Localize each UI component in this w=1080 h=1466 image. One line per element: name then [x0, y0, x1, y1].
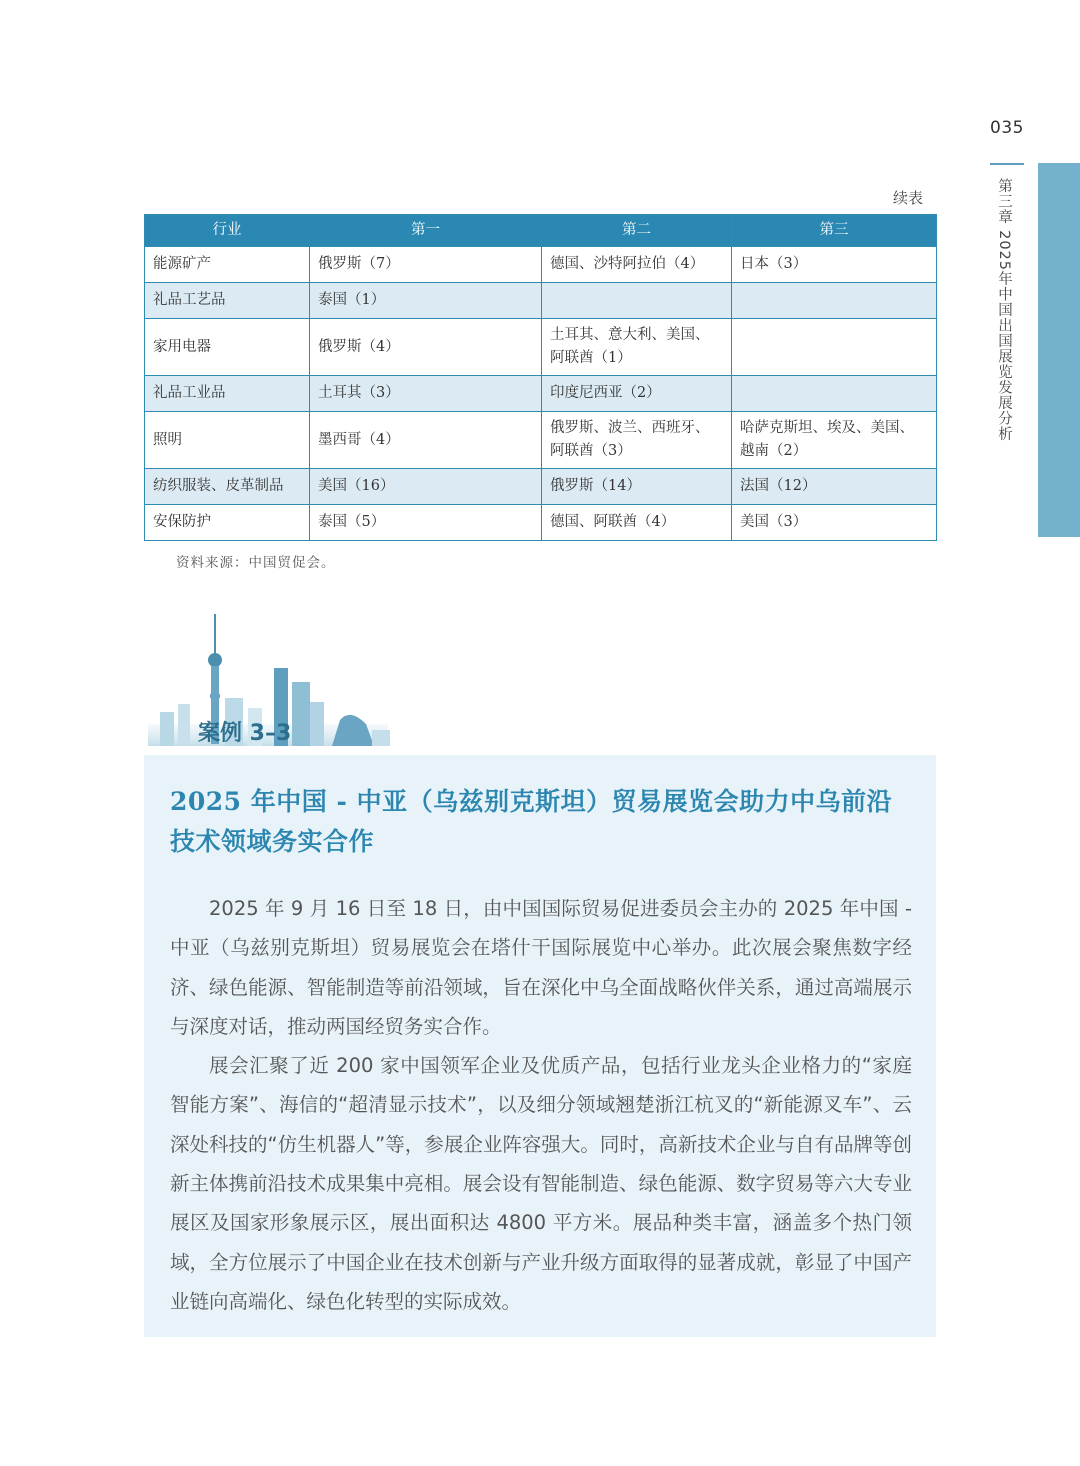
cell-first: 泰国（1） [310, 283, 542, 319]
case-paragraph: 展会汇聚了近 200 家中国领军企业及优质产品，包括行业龙头企业格力的“家庭智能方案”、海信的“超清显示技术”，以及细分领域翘楚浙江杭叉的“新能源叉车”、云深处科技的“仿生机器人”等，参展企业阵容强大。同时，高新技术企业与自有品牌等创新主体携前沿技术成果集中亮相。展会设有智能制造、绿色能源、数字贸易等六大专业展区及国家形象展示区，展出面积达 4800 平方米。展品种类丰富，涵盖多个热门领域，全方位展示了中国企业在技术创新与产业升级方面取得的显著成就，彰显了中国产业链向高端化、绿色化转型的实际成效。 [170, 1054, 912, 1313]
cell-industry: 礼品工业品 [145, 376, 310, 412]
case-body [170, 889, 912, 1321]
cell-industry: 家用电器 [145, 319, 310, 376]
chapter-side-tab [1038, 163, 1080, 537]
cell-industry: 纺织服装、皮革制品 [145, 469, 310, 505]
header-industry: 行业 [145, 215, 310, 247]
page-number: 035 [990, 118, 1024, 138]
header-third: 第三 [732, 215, 937, 247]
case-paragraph: 2025 年 9 月 16 日至 18 日，由中国国际贸易促进委员会主办的 2025 年中国 - 中亚（乌兹别克斯坦）贸易展览会在塔什干国际展览中心举办。此次展会聚焦数字经济、绿色能源、智能制造等前沿领域，旨在深化中乌全面战略伙伴关系，通过高端展示与深度对话，推动两国经贸务实合作。 [170, 897, 912, 1038]
table-caption: 续表 [893, 189, 924, 207]
cell-second: 土耳其、意大利、美国、阿联酋（1） [542, 319, 732, 376]
header-first: 第一 [310, 215, 542, 247]
cell-first: 俄罗斯（7） [310, 247, 542, 283]
chapter-title: 第三章 2025年中国出国展览发展分析 [996, 178, 1012, 442]
cell-first: 俄罗斯（4） [310, 319, 542, 376]
cell-second: 印度尼西亚（2） [542, 376, 732, 412]
table-header-row [145, 215, 937, 247]
source-note: 资料来源：中国贸促会。 [176, 555, 336, 571]
case-label: 案例 3–3 [198, 721, 292, 746]
cell-first: 墨西哥（4） [310, 412, 542, 469]
cell-third [732, 319, 937, 376]
case-title: 2025 年中国 - 中亚（乌兹别克斯坦）贸易展览会助力中乌前沿技术领域务实合作 [170, 787, 893, 856]
cell-first: 土耳其（3） [310, 376, 542, 412]
cell-industry: 礼品工艺品 [145, 283, 310, 319]
table-row [145, 376, 937, 412]
cell-third [732, 283, 937, 319]
table-row [145, 319, 937, 376]
cell-third: 美国（3） [732, 505, 937, 541]
cell-second: 德国、阿联酋（4） [542, 505, 732, 541]
cell-second: 俄罗斯（14） [542, 469, 732, 505]
cell-first: 美国（16） [310, 469, 542, 505]
cell-second [542, 283, 732, 319]
cell-second: 俄罗斯、波兰、西班牙、阿联酋（3） [542, 412, 732, 469]
table-row [145, 412, 937, 469]
table-row [145, 283, 937, 319]
cell-first: 泰国（5） [310, 505, 542, 541]
cell-second: 德国、沙特阿拉伯（4） [542, 247, 732, 283]
header-second: 第二 [542, 215, 732, 247]
table-row [145, 469, 937, 505]
cell-third: 哈萨克斯坦、埃及、美国、越南（2） [732, 412, 937, 469]
chapter-rule [990, 163, 1024, 165]
cell-industry: 安保防护 [145, 505, 310, 541]
cell-third [732, 376, 937, 412]
table-row [145, 505, 937, 541]
cell-third: 法国（12） [732, 469, 937, 505]
table-row [145, 247, 937, 283]
industry-ranking-table [144, 214, 937, 541]
cell-industry: 能源矿产 [145, 247, 310, 283]
cell-industry: 照明 [145, 412, 310, 469]
cell-third: 日本（3） [732, 247, 937, 283]
